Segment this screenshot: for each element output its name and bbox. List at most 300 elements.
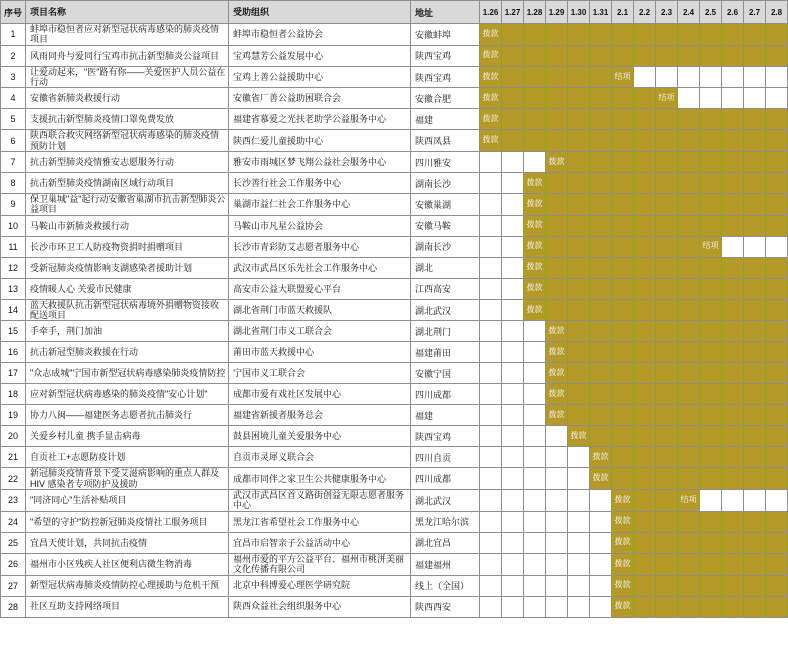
table-row[interactable] bbox=[1, 299, 788, 321]
timeline-empty-cell bbox=[546, 596, 568, 617]
table-row[interactable] bbox=[1, 130, 788, 152]
table-row[interactable] bbox=[1, 511, 788, 532]
timeline-bar-cell bbox=[656, 173, 678, 194]
timeline-bar-cell bbox=[634, 490, 656, 512]
timeline-bar-cell bbox=[722, 384, 744, 405]
table-row[interactable] bbox=[1, 384, 788, 405]
table-row[interactable] bbox=[1, 363, 788, 384]
timeline-bar-cell bbox=[766, 109, 788, 130]
timeline-bar-cell bbox=[568, 278, 590, 299]
row-location: 湖北武汉 bbox=[411, 299, 480, 321]
bar-label: 拨款 bbox=[482, 50, 499, 60]
timeline-bar-cell bbox=[590, 468, 612, 490]
timeline-empty-cell bbox=[744, 490, 766, 512]
timeline-empty-cell bbox=[656, 66, 678, 88]
timeline-bar-cell bbox=[590, 109, 612, 130]
table-row[interactable] bbox=[1, 257, 788, 278]
timeline-bar-cell bbox=[524, 278, 546, 299]
timeline-empty-cell bbox=[722, 490, 744, 512]
timeline-empty-cell bbox=[480, 384, 502, 405]
table-row[interactable] bbox=[1, 468, 788, 490]
row-index: 26 bbox=[1, 553, 26, 575]
row-location: 安徽马鞍 bbox=[411, 215, 480, 236]
timeline-empty-cell bbox=[502, 468, 524, 490]
table-row[interactable] bbox=[1, 66, 788, 88]
timeline-bar-cell bbox=[524, 45, 546, 66]
timeline-bar-cell bbox=[656, 363, 678, 384]
timeline-bar-cell bbox=[524, 236, 546, 257]
timeline-empty-cell bbox=[502, 426, 524, 447]
timeline-empty-cell bbox=[524, 342, 546, 363]
timeline-bar-cell bbox=[656, 575, 678, 596]
row-location: 湖北宜昌 bbox=[411, 532, 480, 553]
timeline-bar-cell bbox=[744, 109, 766, 130]
timeline-bar-cell bbox=[568, 194, 590, 216]
timeline-bar-cell bbox=[634, 24, 656, 46]
timeline-bar-cell bbox=[722, 596, 744, 617]
timeline-bar-cell bbox=[656, 109, 678, 130]
row-index: 11 bbox=[1, 236, 26, 257]
timeline-empty-cell bbox=[480, 278, 502, 299]
timeline-empty-cell bbox=[524, 426, 546, 447]
timeline-empty-cell bbox=[546, 575, 568, 596]
table-row[interactable] bbox=[1, 447, 788, 468]
timeline-bar-cell bbox=[722, 152, 744, 173]
timeline-bar-cell bbox=[634, 88, 656, 109]
row-index: 5 bbox=[1, 109, 26, 130]
timeline-bar-cell bbox=[612, 321, 634, 342]
timeline-bar-cell bbox=[700, 194, 722, 216]
timeline-bar-cell bbox=[700, 130, 722, 152]
timeline-bar-cell bbox=[612, 45, 634, 66]
row-index: 22 bbox=[1, 468, 26, 490]
timeline-bar-cell bbox=[568, 45, 590, 66]
timeline-empty-cell bbox=[524, 468, 546, 490]
timeline-bar-cell bbox=[634, 575, 656, 596]
timeline-bar-cell bbox=[722, 299, 744, 321]
timeline-empty-cell bbox=[502, 257, 524, 278]
timeline-empty-cell bbox=[502, 405, 524, 426]
timeline-bar-cell bbox=[744, 45, 766, 66]
timeline-empty-cell bbox=[524, 152, 546, 173]
table-header bbox=[1, 1, 788, 24]
timeline-bar-cell bbox=[656, 511, 678, 532]
timeline-bar-cell bbox=[656, 236, 678, 257]
timeline-empty-cell bbox=[502, 342, 524, 363]
timeline-bar-cell bbox=[656, 426, 678, 447]
timeline-empty-cell bbox=[502, 532, 524, 553]
timeline-bar-cell bbox=[590, 66, 612, 88]
timeline-empty-cell bbox=[568, 532, 590, 553]
row-org: 黑龙江省希望社会工作服务中心 bbox=[229, 511, 411, 532]
bar-label: 结项 bbox=[702, 241, 719, 251]
row-index: 19 bbox=[1, 405, 26, 426]
row-org: 安徽省厂善公益助困联合会 bbox=[229, 88, 411, 109]
row-org: 福建省慕爱之光扶老助学公益服务中心 bbox=[229, 109, 411, 130]
timeline-empty-cell bbox=[524, 575, 546, 596]
timeline-empty-cell bbox=[480, 490, 502, 512]
timeline-bar-cell bbox=[612, 426, 634, 447]
timeline-bar-cell bbox=[612, 215, 634, 236]
timeline-bar-cell bbox=[634, 511, 656, 532]
timeline-bar-cell bbox=[634, 384, 656, 405]
row-project-name: 手牵手，荆门加油 bbox=[26, 321, 229, 342]
timeline-bar-cell bbox=[722, 321, 744, 342]
row-index: 6 bbox=[1, 130, 26, 152]
timeline-empty-cell bbox=[502, 447, 524, 468]
timeline-bar-cell bbox=[678, 532, 700, 553]
timeline-bar-cell bbox=[590, 426, 612, 447]
timeline-bar-cell bbox=[656, 553, 678, 575]
row-org: 长沙市青彩防艾志愿者服务中心 bbox=[229, 236, 411, 257]
timeline-bar-cell bbox=[656, 152, 678, 173]
bar-label: 拨款 bbox=[592, 473, 609, 483]
timeline-bar-cell bbox=[546, 194, 568, 216]
header-date: 2.2 bbox=[634, 1, 656, 24]
timeline-empty-cell bbox=[524, 553, 546, 575]
timeline-bar-cell bbox=[700, 363, 722, 384]
row-org: 宜昌市启智亲子公益活动中心 bbox=[229, 532, 411, 553]
timeline-bar-cell bbox=[678, 45, 700, 66]
timeline-empty-cell bbox=[766, 88, 788, 109]
timeline-empty-cell bbox=[480, 363, 502, 384]
timeline-bar-cell bbox=[634, 363, 656, 384]
timeline-bar-cell bbox=[656, 278, 678, 299]
timeline-bar-cell bbox=[744, 257, 766, 278]
timeline-empty-cell bbox=[722, 88, 744, 109]
timeline-bar-cell bbox=[678, 596, 700, 617]
timeline-empty-cell bbox=[502, 384, 524, 405]
timeline-empty-cell bbox=[502, 575, 524, 596]
table-row[interactable] bbox=[1, 173, 788, 194]
timeline-bar-cell bbox=[678, 575, 700, 596]
bar-label: 拨款 bbox=[526, 241, 543, 251]
timeline-bar-cell bbox=[744, 596, 766, 617]
row-location: 四川雅安 bbox=[411, 152, 480, 173]
timeline-bar-cell bbox=[656, 596, 678, 617]
timeline-empty-cell bbox=[766, 236, 788, 257]
timeline-bar-cell bbox=[700, 109, 722, 130]
bar-label: 拨款 bbox=[570, 431, 587, 441]
timeline-bar-cell bbox=[678, 257, 700, 278]
timeline-bar-cell bbox=[722, 130, 744, 152]
timeline-bar-cell bbox=[634, 553, 656, 575]
timeline-empty-cell bbox=[480, 342, 502, 363]
timeline-bar-cell bbox=[568, 342, 590, 363]
bar-label: 拨款 bbox=[526, 177, 543, 187]
timeline-bar-cell bbox=[524, 88, 546, 109]
timeline-bar-cell bbox=[766, 363, 788, 384]
timeline-bar-cell bbox=[546, 130, 568, 152]
timeline-empty-cell bbox=[568, 575, 590, 596]
timeline-empty-cell bbox=[546, 447, 568, 468]
timeline-empty-cell bbox=[568, 468, 590, 490]
table-row[interactable] bbox=[1, 24, 788, 46]
timeline-empty-cell bbox=[590, 553, 612, 575]
row-index: 15 bbox=[1, 321, 26, 342]
table-row[interactable] bbox=[1, 215, 788, 236]
timeline-empty-cell bbox=[524, 532, 546, 553]
timeline-bar-cell bbox=[722, 405, 744, 426]
timeline-bar-cell bbox=[480, 109, 502, 130]
timeline-bar-cell bbox=[524, 299, 546, 321]
timeline-empty-cell bbox=[480, 426, 502, 447]
timeline-bar-cell bbox=[546, 299, 568, 321]
row-location: 福建福州 bbox=[411, 553, 480, 575]
table-row[interactable] bbox=[1, 88, 788, 109]
row-org: 高安市公益大联盟爱心平台 bbox=[229, 278, 411, 299]
header-date: 2.7 bbox=[744, 1, 766, 24]
timeline-bar-cell bbox=[722, 109, 744, 130]
timeline-bar-cell bbox=[700, 511, 722, 532]
timeline-bar-cell bbox=[766, 426, 788, 447]
timeline-bar-cell bbox=[568, 88, 590, 109]
timeline-bar-cell bbox=[480, 66, 502, 88]
timeline-bar-cell bbox=[546, 24, 568, 46]
timeline-bar-cell bbox=[722, 257, 744, 278]
timeline-empty-cell bbox=[502, 278, 524, 299]
timeline-bar-cell bbox=[502, 45, 524, 66]
row-project-name: 抗击新冠型肺炎救援在行动 bbox=[26, 342, 229, 363]
table-row[interactable] bbox=[1, 321, 788, 342]
timeline-bar-cell bbox=[656, 342, 678, 363]
timeline-bar-cell bbox=[568, 109, 590, 130]
timeline-bar-cell bbox=[656, 490, 678, 512]
row-project-name: 陕西联合救灾网络新型冠状病毒感染的肺炎疫情预防计划 bbox=[26, 130, 229, 152]
row-project-name: 长沙市环卫工人防疫物资捐时捐赠项目 bbox=[26, 236, 229, 257]
timeline-empty-cell bbox=[480, 553, 502, 575]
table-row[interactable] bbox=[1, 152, 788, 173]
timeline-bar-cell bbox=[590, 45, 612, 66]
timeline-bar-cell bbox=[612, 278, 634, 299]
row-project-name: 应对新型冠状病毒感染的肺炎疫情"安心计划" bbox=[26, 384, 229, 405]
timeline-bar-cell bbox=[568, 236, 590, 257]
row-index: 9 bbox=[1, 194, 26, 216]
row-org: 鼓县困境儿童关爱服务中心 bbox=[229, 426, 411, 447]
timeline-bar-cell bbox=[722, 215, 744, 236]
header-location: 地址 bbox=[411, 1, 480, 24]
row-project-name: 让爱动起来，"医"路有你——关爱医护人员公益在行动 bbox=[26, 66, 229, 88]
header-project: 项目名称 bbox=[26, 1, 229, 24]
timeline-empty-cell bbox=[546, 426, 568, 447]
timeline-empty-cell bbox=[524, 447, 546, 468]
timeline-bar-cell bbox=[656, 88, 678, 109]
timeline-bar-cell bbox=[634, 215, 656, 236]
bar-label: 拨款 bbox=[548, 410, 565, 420]
timeline-empty-cell bbox=[744, 66, 766, 88]
timeline-empty-cell bbox=[480, 405, 502, 426]
row-org: 成都市爱有戏社区发展中心 bbox=[229, 384, 411, 405]
timeline-bar-cell bbox=[700, 532, 722, 553]
timeline-empty-cell bbox=[502, 173, 524, 194]
timeline-bar-cell bbox=[656, 447, 678, 468]
row-index: 4 bbox=[1, 88, 26, 109]
row-location: 安徽蚌埠 bbox=[411, 24, 480, 46]
timeline-bar-cell bbox=[480, 45, 502, 66]
timeline-empty-cell bbox=[546, 553, 568, 575]
bar-label: 拨款 bbox=[614, 537, 631, 547]
timeline-bar-cell bbox=[656, 405, 678, 426]
bar-label: 拨款 bbox=[548, 347, 565, 357]
timeline-bar-cell bbox=[546, 109, 568, 130]
timeline-bar-cell bbox=[590, 384, 612, 405]
timeline-bar-cell bbox=[634, 426, 656, 447]
row-index: 8 bbox=[1, 173, 26, 194]
table-row[interactable] bbox=[1, 45, 788, 66]
timeline-bar-cell bbox=[700, 405, 722, 426]
row-org: 陕西仁爱儿童援助中心 bbox=[229, 130, 411, 152]
timeline-bar-cell bbox=[612, 194, 634, 216]
timeline-bar-cell bbox=[766, 257, 788, 278]
timeline-bar-cell bbox=[744, 321, 766, 342]
table-row[interactable] bbox=[1, 575, 788, 596]
header-row bbox=[1, 1, 788, 24]
timeline-empty-cell bbox=[590, 490, 612, 512]
timeline-bar-cell bbox=[700, 215, 722, 236]
timeline-bar-cell bbox=[546, 257, 568, 278]
timeline-bar-cell bbox=[678, 109, 700, 130]
table-row[interactable] bbox=[1, 596, 788, 617]
table-row[interactable] bbox=[1, 532, 788, 553]
timeline-bar-cell bbox=[546, 405, 568, 426]
timeline-empty-cell bbox=[590, 575, 612, 596]
timeline-bar-cell bbox=[590, 405, 612, 426]
row-project-name: 宜昌天使计划，共同抗击疫情 bbox=[26, 532, 229, 553]
timeline-empty-cell bbox=[590, 511, 612, 532]
timeline-bar-cell bbox=[612, 236, 634, 257]
timeline-empty-cell bbox=[502, 215, 524, 236]
timeline-bar-cell bbox=[612, 468, 634, 490]
timeline-empty-cell bbox=[480, 447, 502, 468]
row-index: 28 bbox=[1, 596, 26, 617]
timeline-bar-cell bbox=[744, 363, 766, 384]
row-org: 陕西众益社会组织服务中心 bbox=[229, 596, 411, 617]
timeline-bar-cell bbox=[678, 342, 700, 363]
row-project-name: 安徽省新肺炎救援行动 bbox=[26, 88, 229, 109]
timeline-bar-cell bbox=[568, 426, 590, 447]
timeline-bar-cell bbox=[722, 468, 744, 490]
row-project-name: 新型冠状病毒肺炎疫情防控心理援助与危机干预 bbox=[26, 575, 229, 596]
timeline-bar-cell bbox=[744, 342, 766, 363]
timeline-empty-cell bbox=[480, 173, 502, 194]
bar-label: 拨款 bbox=[548, 389, 565, 399]
timeline-bar-cell bbox=[656, 130, 678, 152]
row-location: 陕西西安 bbox=[411, 596, 480, 617]
bar-label: 结项 bbox=[658, 92, 675, 102]
bar-label: 结项 bbox=[680, 495, 697, 505]
timeline-empty-cell bbox=[678, 66, 700, 88]
timeline-bar-cell bbox=[678, 321, 700, 342]
timeline-bar-cell bbox=[590, 130, 612, 152]
timeline-bar-cell bbox=[612, 553, 634, 575]
timeline-bar-cell bbox=[656, 45, 678, 66]
table-row[interactable] bbox=[1, 490, 788, 512]
timeline-bar-cell bbox=[612, 447, 634, 468]
bar-label: 拨款 bbox=[482, 92, 499, 102]
table-row[interactable] bbox=[1, 342, 788, 363]
row-location: 福建 bbox=[411, 109, 480, 130]
table-row[interactable] bbox=[1, 426, 788, 447]
bar-label: 拨款 bbox=[548, 156, 565, 166]
timeline-bar-cell bbox=[568, 66, 590, 88]
timeline-bar-cell bbox=[568, 321, 590, 342]
row-org: 马鞍山市凡星公益协会 bbox=[229, 215, 411, 236]
timeline-bar-cell bbox=[612, 363, 634, 384]
row-project-name: 抗击新型肺炎疫情湖南区域行动项目 bbox=[26, 173, 229, 194]
timeline-bar-cell bbox=[634, 447, 656, 468]
timeline-bar-cell bbox=[656, 384, 678, 405]
timeline-bar-cell bbox=[634, 321, 656, 342]
timeline-bar-cell bbox=[766, 152, 788, 173]
timeline-bar-cell bbox=[656, 468, 678, 490]
bar-label: 拨款 bbox=[482, 113, 499, 123]
row-org: 成都市同伴之家卫生公共健康服务中心 bbox=[229, 468, 411, 490]
timeline-bar-cell bbox=[568, 384, 590, 405]
table-row[interactable] bbox=[1, 553, 788, 575]
row-index: 21 bbox=[1, 447, 26, 468]
timeline-empty-cell bbox=[568, 553, 590, 575]
timeline-bar-cell bbox=[590, 321, 612, 342]
timeline-empty-cell bbox=[678, 88, 700, 109]
row-index: 12 bbox=[1, 257, 26, 278]
timeline-bar-cell bbox=[722, 194, 744, 216]
bar-label: 拨款 bbox=[482, 28, 499, 38]
timeline-bar-cell bbox=[634, 236, 656, 257]
timeline-bar-cell bbox=[612, 88, 634, 109]
table-row[interactable] bbox=[1, 236, 788, 257]
timeline-bar-cell bbox=[678, 278, 700, 299]
timeline-bar-cell bbox=[546, 236, 568, 257]
timeline-empty-cell bbox=[480, 194, 502, 216]
timeline-bar-cell bbox=[568, 299, 590, 321]
row-location: 四川自贡 bbox=[411, 447, 480, 468]
row-project-name: 协力八闽——福建医务志愿者抗击肺炎行 bbox=[26, 405, 229, 426]
row-index: 25 bbox=[1, 532, 26, 553]
timeline-bar-cell bbox=[568, 257, 590, 278]
table-row[interactable] bbox=[1, 278, 788, 299]
bar-label: 拨款 bbox=[614, 558, 631, 568]
row-location: 湖南长沙 bbox=[411, 236, 480, 257]
timeline-bar-cell bbox=[524, 24, 546, 46]
timeline-bar-cell bbox=[722, 575, 744, 596]
bar-label: 拨款 bbox=[526, 199, 543, 208]
timeline-empty-cell bbox=[568, 490, 590, 512]
row-index: 23 bbox=[1, 490, 26, 512]
header-date: 1.26 bbox=[480, 1, 502, 24]
row-location: 四川成都 bbox=[411, 468, 480, 490]
timeline-bar-cell bbox=[678, 24, 700, 46]
timeline-bar-cell bbox=[612, 299, 634, 321]
timeline-bar-cell bbox=[700, 342, 722, 363]
row-location: 福建 bbox=[411, 405, 480, 426]
timeline-empty-cell bbox=[524, 511, 546, 532]
header-date: 1.28 bbox=[524, 1, 546, 24]
timeline-bar-cell bbox=[744, 532, 766, 553]
timeline-bar-cell bbox=[722, 173, 744, 194]
header-date: 2.5 bbox=[700, 1, 722, 24]
timeline-bar-cell bbox=[634, 299, 656, 321]
timeline-bar-cell bbox=[700, 236, 722, 257]
row-project-name: 关爱乡村儿童 携手显击病毒 bbox=[26, 426, 229, 447]
timeline-empty-cell bbox=[744, 88, 766, 109]
table-row[interactable] bbox=[1, 405, 788, 426]
timeline-empty-cell bbox=[502, 152, 524, 173]
table-row[interactable] bbox=[1, 109, 788, 130]
bar-label: 结项 bbox=[614, 71, 631, 81]
row-project-name: "希望的守护"防控新冠肺炎疫情社工服务项目 bbox=[26, 511, 229, 532]
table-row[interactable] bbox=[1, 194, 788, 216]
bar-label: 拨款 bbox=[592, 452, 609, 462]
